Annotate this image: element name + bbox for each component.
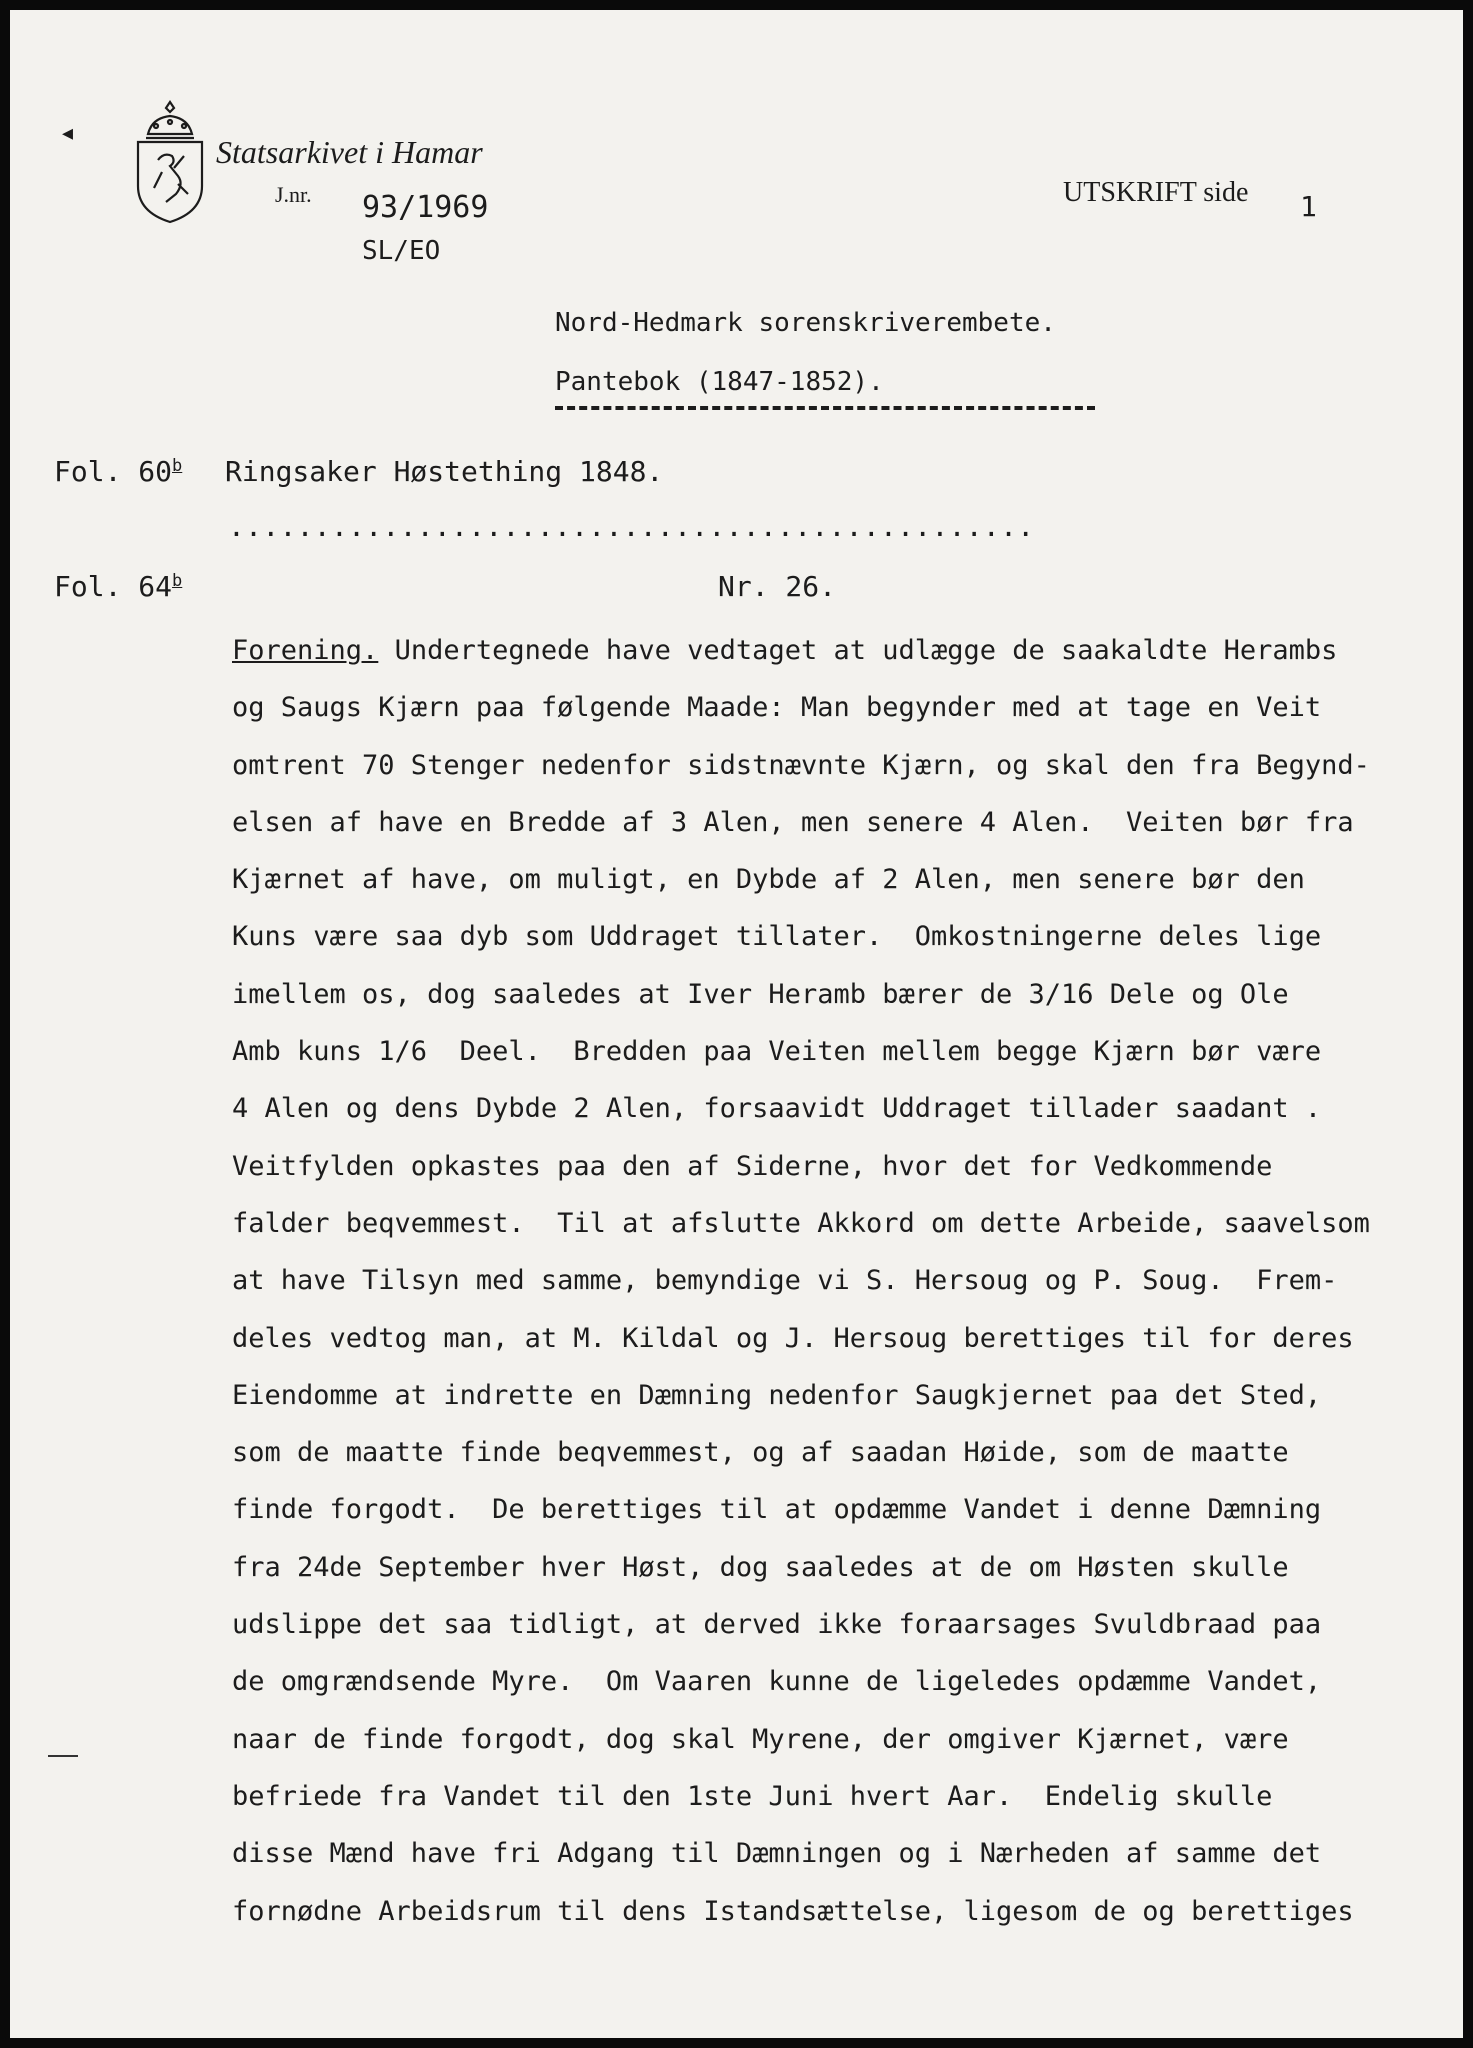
body-line: disse Mænd have fri Adgang til Dæmningen og i Nærheden af samme det xyxy=(232,1838,1322,1870)
body-line: imellem os, dog saaledes at Iver Heramb bærer de 3/16 Dele og Ole xyxy=(232,978,1289,1010)
folio-60: Fol. 60$^b$ xyxy=(54,455,183,488)
extract-label: UTSKRIFT side xyxy=(1063,177,1249,208)
body-line: og Saugs Kjærn paa følgende Maade: Man begynder med at tage en Veit xyxy=(232,692,1322,724)
page-number: 1 xyxy=(1300,190,1317,223)
journal-number: 93/1969 xyxy=(362,190,489,225)
body-line: falder beqvemmest. Til at afslutte Akkord om dette Arbeide, saavelsom xyxy=(232,1207,1370,1239)
body-line: at have Tilsyn med samme, bemyndige vi S. Hersoug og P. Soug. Frem- xyxy=(232,1265,1338,1297)
entry-number: Nr. 26. xyxy=(718,570,837,603)
body-line: elsen af have en Bredde af 3 Alen, men senere 4 Alen. Veiten bør fra xyxy=(232,806,1354,838)
body-line: Kuns være saa dyb som Uddraget tillater. Omkostningerne deles lige xyxy=(232,921,1322,953)
body-line: udslippe det saa tidligt, at derved ikke foraarsages Svuldbraad paa xyxy=(232,1609,1322,1641)
journal-number-label: J.nr. xyxy=(275,182,312,207)
body-line: som de maatte finde beqvemmest, og af saadan Høide, som de maatte xyxy=(232,1437,1289,1469)
document-body xyxy=(232,622,1462,1940)
document-office: Nord-Hedmark sorenskriverembete. xyxy=(555,308,1056,338)
dotted-separator: ............................................... xyxy=(228,510,1035,543)
body-line: deles vedtog man, at M. Kildal og J. Hersoug berettiges til for deres xyxy=(232,1322,1354,1354)
body-line: finde forgodt. De berettiges til at opdæmme Vandet i denne Dæmning xyxy=(232,1494,1322,1526)
title-rule xyxy=(555,406,1095,410)
body-line: fra 24de September hver Høst, dog saaledes at de om Høsten skulle xyxy=(232,1551,1289,1583)
body-line: Forening. Undertegnede have vedtaget at udlægge de saakaldte Herambs xyxy=(232,635,1338,666)
initials: SL/EO xyxy=(362,236,441,266)
document-book: Pantebok (1847-1852). xyxy=(555,367,884,397)
margin-mark: ◂ xyxy=(62,120,74,145)
body-line: naar de finde forgodt, dog skal Myrene, der omgiver Kjærnet, være xyxy=(232,1723,1289,1755)
body-line: 4 Alen og dens Dybde 2 Alen, forsaavidt Uddraget tillader saadant . xyxy=(232,1093,1322,1125)
body-line: fornødne Arbeidsrum til dens Istandsættelse, ligesom de og berettiges xyxy=(232,1895,1354,1927)
body-line: omtrent 70 Stenger nedenfor sidstnævnte Kjærn, og skal den fra Begynd- xyxy=(232,749,1370,781)
body-line: Veitfylden opkastes paa den af Siderne, hvor det for Vedkommende xyxy=(232,1150,1273,1182)
body-line: de omgrændsende Myre. Om Vaaren kunne de ligeledes opdæmme Vandet, xyxy=(232,1666,1322,1698)
document-page xyxy=(10,10,1463,2038)
body-line: befriede fra Vandet til den 1ste Juni hvert Aar. Endelig skulle xyxy=(232,1780,1273,1812)
folio-64: Fol. 64$^b$ xyxy=(54,570,183,603)
entry-ringsaker: Ringsaker Høstething 1848. xyxy=(225,455,664,488)
body-line: Eiendomme at indrette en Dæmning nedenfor Saugkjernet paa det Sted, xyxy=(232,1379,1322,1411)
norwegian-coat-of-arms-icon xyxy=(132,98,208,226)
body-line: Amb kuns 1/6 Deel. Bredden paa Veiten mellem begge Kjærn bør være xyxy=(232,1036,1322,1068)
body-line: Kjærnet af have, om muligt, en Dybde af 2 Alen, men senere bør den xyxy=(232,864,1305,896)
margin-tick xyxy=(48,1755,78,1757)
archive-name: Statsarkivet i Hamar xyxy=(216,134,483,170)
entry-heading: Forening. xyxy=(232,635,379,666)
